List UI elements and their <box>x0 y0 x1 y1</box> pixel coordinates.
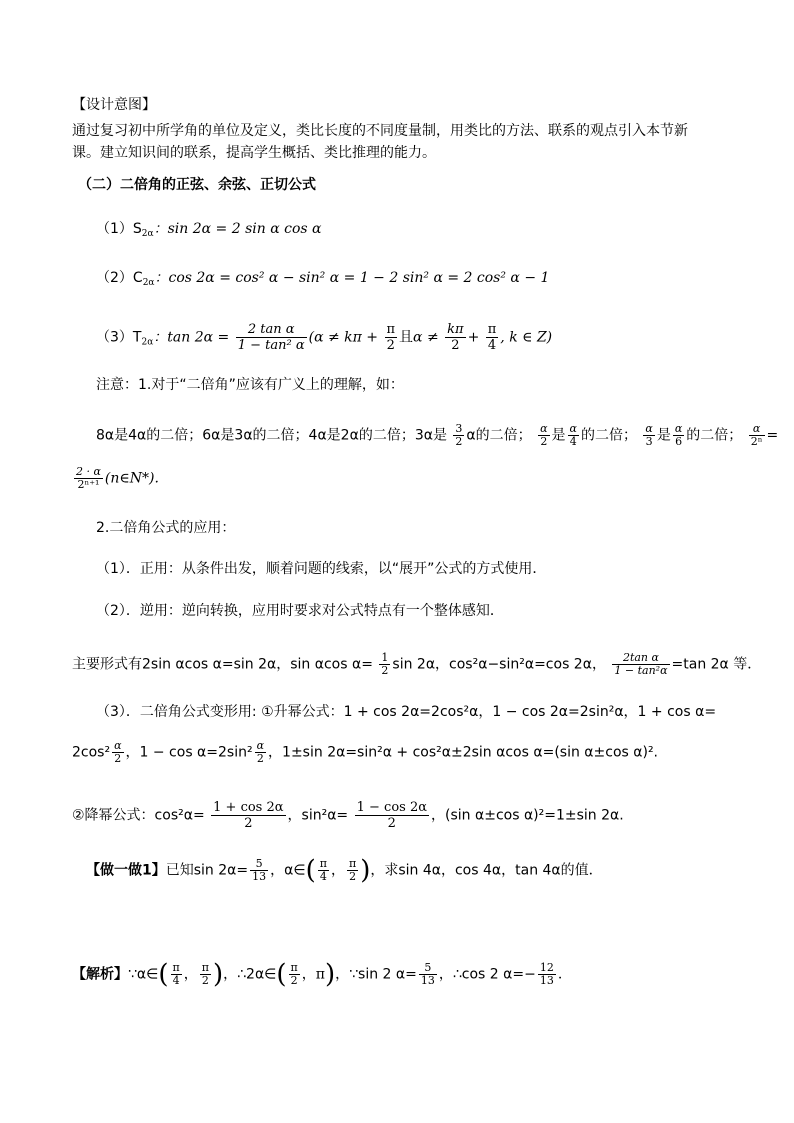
fraction: $\frac{\alpha}{2}$ <box>540 422 548 448</box>
note-examples-cont: $\frac{2 \cdot \alpha}{\text{2ⁿ⁺¹}}$ (n∈N*). <box>76 465 159 491</box>
application-raise-power-cont: 2cos² $\frac{\alpha}{2}$ ，1 − cos α=2sin² $\frac{\alpha}{2}$ ，1±sin 2α=sin²α + cos²α±2sin αcos α=(sin α±cos α)². <box>72 739 659 765</box>
note-examples: 8α是4α的二倍；6α是3α的二倍；4α是2α的二倍；3α是 $\frac{3}{2}$ α的二倍； $\frac{\alpha}{2}$ 是 $\frac{\alpha}{4}$ 的二倍； $\frac{\alpha}{3}$ 是 $\frac{\alpha}{6}$ 的二倍； $\frac{\alpha}{\text{2ⁿ}}$ = <box>96 422 779 448</box>
fraction: $\frac{\alpha}{4}$ <box>569 422 577 448</box>
fraction: $\frac{k\pi}{2}$ <box>447 322 464 353</box>
fraction: $\frac{2 \cdot \alpha}{\text{2ⁿ⁺¹}}$ <box>76 465 101 491</box>
fraction: $\frac{\text{2 tan α}}{\text{1 − tan² α}}$ <box>237 322 305 353</box>
application-reverse: （2）．逆用：逆向转换，应用时要求对公式特点有一个整体感知． <box>96 603 504 619</box>
solution: 【解析】∵α∈( $\frac{\pi}{4}$ ， $\frac{\pi}{2}$ )，∴2α∈( $\frac{\pi}{2}$ ，π)，∵sin 2 α= $\frac{5}{13}$ ，∴cos 2 α=− $\frac{12}{13}$ . <box>72 959 563 990</box>
fraction: $\frac{\text{2tan α}}{\text{1 − tan²α}}$ <box>614 651 668 677</box>
fraction: $\frac{1}{2}$ <box>381 651 389 677</box>
fraction: $\frac{\alpha}{\text{2ⁿ}}$ <box>750 422 763 448</box>
fraction: $\frac{\pi}{4}$ <box>487 322 497 353</box>
fraction: $\frac{3}{2}$ <box>455 422 463 448</box>
fraction: $\frac{\pi}{2}$ <box>348 857 357 883</box>
formula-cos-double: $(2)C_{2\alpha}$：cos 2α = cos² α − sin² α = 1 − 2 sin² α = 2 cos² α − 1 <box>96 270 550 288</box>
fraction: $\frac{12}{13}$ <box>539 961 554 987</box>
design-intent-heading: 【设计意图】 <box>72 97 156 113</box>
formula-sin-double: $(1)S_{2\alpha}$：sin 2α = 2 sin α cos α <box>96 221 322 239</box>
application-lower-power: ②降幂公式：cos²α= $\frac{1 + \cos 2\alpha}{2}$ ，sin²α= $\frac{1 - \cos 2\alpha}{2}$ ，(sin α±cos α)²=1±sin 2α. <box>72 800 624 831</box>
fraction: $\frac{\alpha}{2}$ <box>114 739 122 765</box>
formula-tan-double: $(3)T_{2\alpha}$：tan 2α = $\frac{\text{2 tan α}}{\text{1 − tan² α}}$ (α ≠ kπ + $\frac{\pi}{2}$ 且α ≠ $\frac{k\pi}{2}$ + $\frac{\pi}{4}$ , k ∈ Z) <box>96 322 553 353</box>
section-title: （二）二倍角的正弦、余弦、正切公式 <box>78 177 316 193</box>
application-raise-power: （3）．二倍角公式变形用: ①升幂公式：1 + cos 2α=2cos²α，1 − cos 2α=2sin²α，1 + cos α= <box>96 704 717 720</box>
exercise-1: 【做一做1】已知sin 2α= $\frac{5}{13}$ ，α∈( $\frac{\pi}{4}$ ， $\frac{\pi}{2}$ )，求sin 4α，cos 4α，tan 4α的值． <box>86 855 603 886</box>
fraction: $\frac{\pi}{4}$ <box>319 857 327 883</box>
application-title: 2.二倍角公式的应用： <box>96 520 236 536</box>
fraction: $\frac{5}{13}$ <box>420 961 435 987</box>
fraction: $\frac{\pi}{4}$ <box>172 961 180 987</box>
design-intent-line-1: 通过复习初中所学角的单位及定义，类比长度的不同度量制，用类比的方法、联系的观点引入本节新 <box>72 123 688 139</box>
fraction: $\frac{1 - \cos 2\alpha}{2}$ <box>356 800 428 831</box>
fraction: $\frac{\alpha}{6}$ <box>674 422 683 448</box>
fraction: $\frac{\pi}{2}$ <box>290 961 298 987</box>
fraction: $\frac{\alpha}{2}$ <box>256 739 265 765</box>
fraction: $\frac{\pi}{2}$ <box>201 961 209 987</box>
application-forward: （1）．正用：从条件出发，顺着问题的线索，以“展开”公式的方式使用． <box>96 561 547 577</box>
fraction: $\frac{5}{13}$ <box>252 857 267 883</box>
fraction: $\frac{\pi}{2}$ <box>386 322 396 353</box>
fraction: $\frac{\alpha}{3}$ <box>645 422 653 448</box>
application-main-forms: 主要形式有2sin αcos α=sin 2α，sin αcos α= $\frac{1}{2}$ sin 2α，cos²α−sin²α=cos 2α， $\frac{\text{2tan α}}{\text{1 − tan²α}}$ =tan 2α 等． <box>72 651 762 677</box>
design-intent-line-2: 课。建立知识间的联系，提高学生概括、类比推理的能力。 <box>72 145 436 161</box>
note-line: 注意：1.对于“二倍角”应该有广义上的理解，如： <box>96 377 404 393</box>
fraction: $\frac{1 + \cos 2\alpha}{2}$ <box>213 800 284 831</box>
